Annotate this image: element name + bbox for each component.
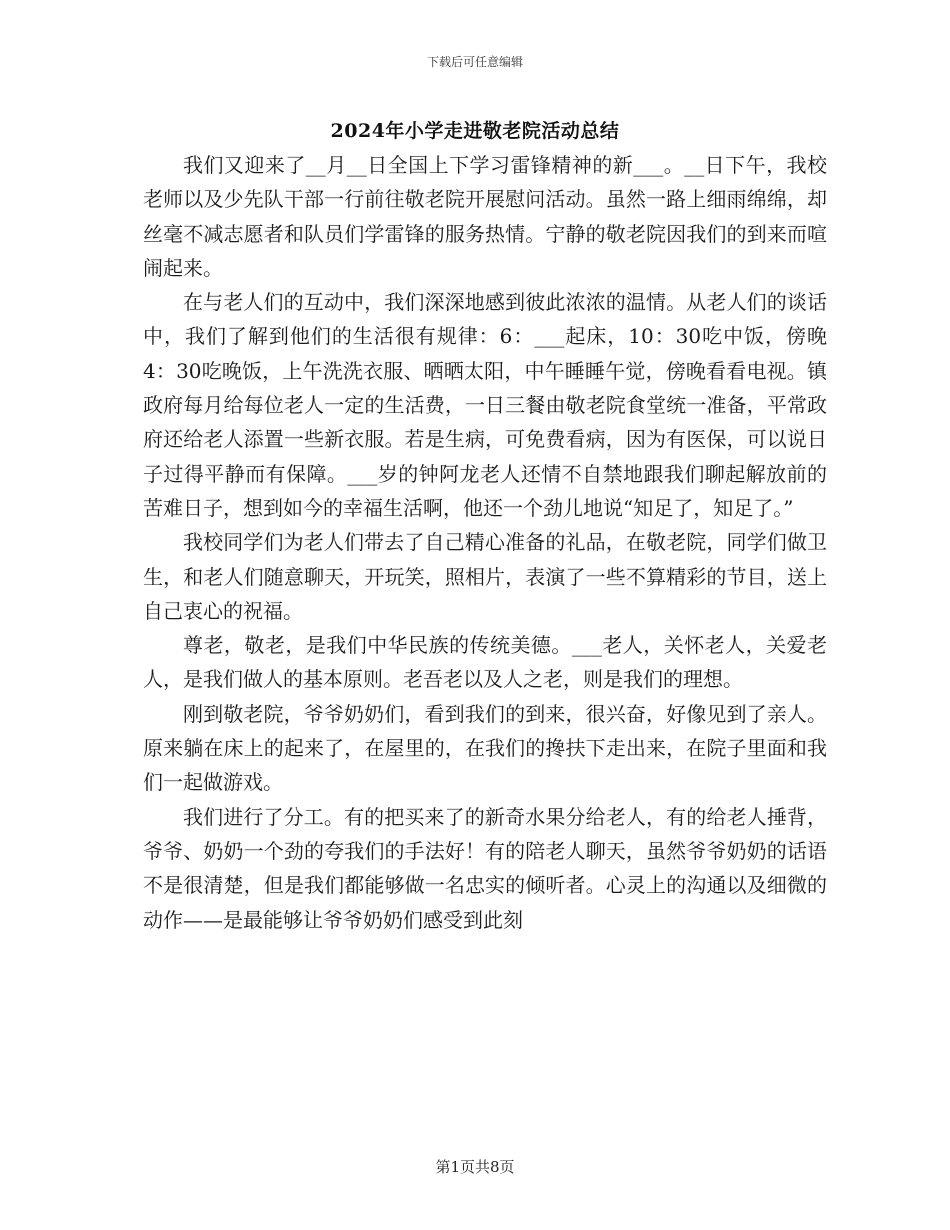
document-title: 2024年小学走进敬老院活动总结 [330, 120, 620, 142]
paragraph-4: 尊老，敬老，是我们中华民族的传统美德。___老人，关怀老人，关爱老人，是我们做人的基本原则。老吾老以及人之老，则是我们的理想。 [143, 633, 827, 692]
page-indicator: 第1页共8页 [435, 1158, 515, 1176]
paragraph-1: 我们又迎来了__月__日全国上下学习雷锋精神的新___。__日下午，我校老师以及少先队干部一行前往敬老院开展慰问活动。虽然一路上细雨绵绵，却丝毫不减志愿者和队员们学雷锋的服务热情。宁静的敬老院因我们的到来而喧闹起来。 [143, 153, 827, 280]
paragraph-6: 我们进行了分工。有的把买来了的新奇水果分给老人，有的给老人捶背，爷爷、奶奶一个劲的夸我们的手法好！有的陪老人聊天，虽然爷爷奶奶的话语不是很清楚，但是我们都能够做一名忠实的倾听者。心灵上的沟通以及细微的动作——是最能够让爷爷奶奶们感受到此刻 [143, 804, 827, 932]
header-note: 下载后可任意编辑 [426, 55, 523, 69]
paragraph-5: 刚到敬老院，爷爷奶奶们，看到我们的到来，很兴奋，好像见到了亲人。原来躺在床上的起来了，在屋里的，在我们的搀扶下走出来，在院子里面和我们一起做游戏。 [143, 701, 827, 795]
paragraph-2: 在与老人们的互动中，我们深深地感到彼此浓浓的温情。从老人们的谈话中，我们了解到他们的生活很有规律：6：___起床，10：30吃中饭，傍晚4：30吃晚饭，上午洗洗衣服、晒晒太阳，中午睡睡午觉，傍晚看看电视。镇政府每月给每位老人一定的生活费，一日三餐由敬老院食堂统一准备，平常政府还给老人添置一些新衣服。若是生病，可免费看病，因为有医保，可以说日子过得平静而有保障。___岁的钟阿龙老人还情不自禁地跟我们聊起解放前的苦难日子，想到如今的幸福生活啊，他还一个劲儿地说“知足了，知足了。” [143, 290, 827, 520]
paragraph-3: 我校同学们为老人们带去了自己精心准备的礼品，在敬老院，同学们做卫生，和老人们随意聊天，开玩笑，照相片，表演了一些不算精彩的节目，送上自己衷心的祝福。 [143, 530, 827, 623]
document-body [143, 148, 827, 937]
